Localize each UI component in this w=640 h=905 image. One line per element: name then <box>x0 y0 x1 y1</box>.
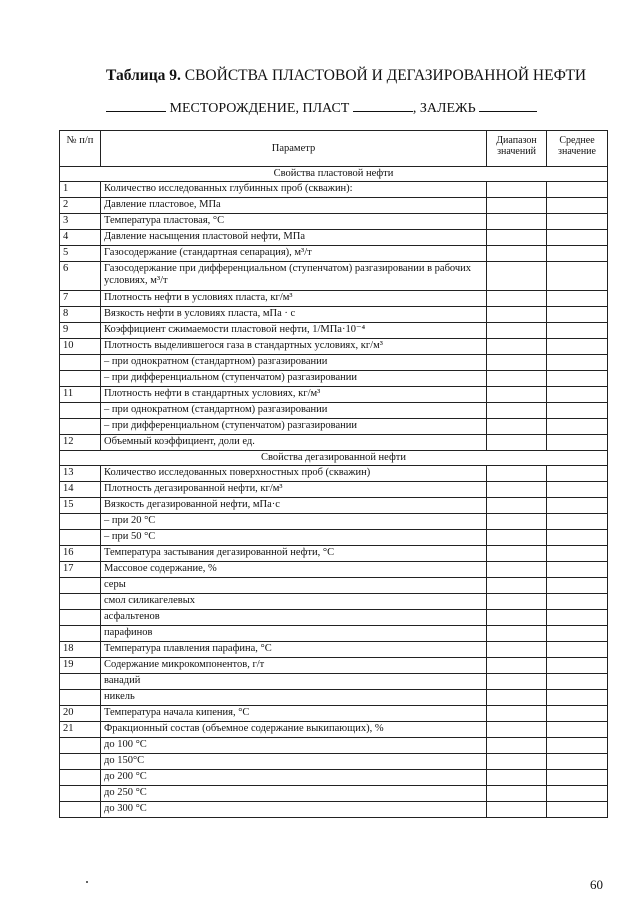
row-number <box>60 738 101 754</box>
section-header-reservoir <box>60 167 608 182</box>
row-parameter: Вязкость дегазированной нефти, мПа·с <box>101 498 487 514</box>
row-number: 13 <box>60 466 101 482</box>
row-avg-cell <box>547 198 608 214</box>
table-row <box>60 498 608 514</box>
row-number <box>60 578 101 594</box>
row-parameter: – при однократном (стандартном) разгазировании <box>101 403 487 419</box>
row-avg-cell <box>547 371 608 387</box>
table-row <box>60 419 608 435</box>
row-parameter: – при 20 °С <box>101 514 487 530</box>
table-row <box>60 262 608 291</box>
table-row <box>60 355 608 371</box>
row-avg-cell <box>547 323 608 339</box>
row-avg-cell <box>547 594 608 610</box>
table-row <box>60 658 608 674</box>
row-avg-cell <box>547 466 608 482</box>
row-parameter: никель <box>101 690 487 706</box>
field-blank-pool <box>479 99 537 112</box>
row-number: 1 <box>60 182 101 198</box>
row-parameter: до 100 °С <box>101 738 487 754</box>
table-row <box>60 514 608 530</box>
header-param: Параметр <box>101 131 487 167</box>
row-parameter: Температура плавления парафина, °С <box>101 642 487 658</box>
row-parameter: Температура застывания дегазированной нефти, °С <box>101 546 487 562</box>
row-number: 15 <box>60 498 101 514</box>
table-row <box>60 626 608 642</box>
row-range-cell <box>487 754 547 770</box>
row-range-cell <box>487 722 547 738</box>
row-number: 14 <box>60 482 101 498</box>
row-parameter: Фракционный состав (объемное содержание выкипающих), % <box>101 722 487 738</box>
row-range-cell <box>487 530 547 546</box>
table-row <box>60 482 608 498</box>
row-number <box>60 594 101 610</box>
row-range-cell <box>487 642 547 658</box>
row-avg-cell <box>547 738 608 754</box>
table-row <box>60 610 608 626</box>
row-parameter: Содержание микрокомпонентов, г/т <box>101 658 487 674</box>
table-row <box>60 307 608 323</box>
row-range-cell <box>487 786 547 802</box>
row-range-cell <box>487 323 547 339</box>
row-range-cell <box>487 246 547 262</box>
row-number <box>60 626 101 642</box>
row-parameter: Вязкость нефти в условиях пласта, мПа · с <box>101 307 487 323</box>
row-number: 12 <box>60 435 101 451</box>
row-parameter: ванадий <box>101 674 487 690</box>
row-number: 19 <box>60 658 101 674</box>
row-parameter: – при дифференциальном (ступенчатом) разгазировании <box>101 419 487 435</box>
section-header-degassed <box>60 451 608 466</box>
row-range-cell <box>487 690 547 706</box>
row-avg-cell <box>547 291 608 307</box>
row-avg-cell <box>547 182 608 198</box>
table-row <box>60 530 608 546</box>
row-range-cell <box>487 198 547 214</box>
row-avg-cell <box>547 387 608 403</box>
table-row <box>60 214 608 230</box>
row-avg-cell <box>547 214 608 230</box>
row-range-cell <box>487 419 547 435</box>
row-number: 8 <box>60 307 101 323</box>
row-number <box>60 355 101 371</box>
row-number <box>60 802 101 818</box>
row-parameter: Газосодержание (стандартная сепарация), м³/т <box>101 246 487 262</box>
row-number: 7 <box>60 291 101 307</box>
table-row <box>60 198 608 214</box>
row-range-cell <box>487 466 547 482</box>
field-blank-deposit <box>106 99 166 112</box>
row-parameter: Температура начала кипения, °С <box>101 706 487 722</box>
table-row <box>60 706 608 722</box>
row-parameter: Газосодержание при дифференциальном (ступенчатом) разгазировании в рабочих условиях, м³/т <box>101 262 487 291</box>
row-parameter: до 150°С <box>101 754 487 770</box>
row-avg-cell <box>547 642 608 658</box>
row-avg-cell <box>547 262 608 291</box>
table-row <box>60 371 608 387</box>
row-range-cell <box>487 610 547 626</box>
table-subtitle <box>106 99 537 117</box>
row-parameter: Плотность дегазированной нефти, кг/м³ <box>101 482 487 498</box>
row-range-cell <box>487 594 547 610</box>
row-range-cell <box>487 562 547 578</box>
row-range-cell <box>487 339 547 355</box>
header-num: № п/п <box>60 131 101 167</box>
row-avg-cell <box>547 674 608 690</box>
row-number: 2 <box>60 198 101 214</box>
row-range-cell <box>487 182 547 198</box>
row-number: 21 <box>60 722 101 738</box>
table-row <box>60 562 608 578</box>
row-parameter: до 300 °С <box>101 802 487 818</box>
row-range-cell <box>487 214 547 230</box>
row-avg-cell <box>547 230 608 246</box>
subtitle-text-2: , ЗАЛЕЖЬ <box>412 101 480 116</box>
row-number: 10 <box>60 339 101 355</box>
row-number: 9 <box>60 323 101 339</box>
row-number <box>60 770 101 786</box>
row-range-cell <box>487 482 547 498</box>
table-title-text: СВОЙСТВА ПЛАСТОВОЙ И ДЕГАЗИРОВАННОЙ НЕФТИ <box>180 67 587 84</box>
table-row <box>60 339 608 355</box>
subtitle-text-1: МЕСТОРОЖДЕНИЕ, ПЛАСТ <box>166 101 353 116</box>
row-avg-cell <box>547 355 608 371</box>
row-parameter: Температура пластовая, °С <box>101 214 487 230</box>
row-parameter: Плотность нефти в стандартных условиях, кг/м³ <box>101 387 487 403</box>
section-title: Свойства пластовой нефти <box>60 167 608 182</box>
row-parameter: – при 50 °С <box>101 530 487 546</box>
table-row <box>60 802 608 818</box>
page-number: 60 <box>590 877 603 892</box>
header-avg: Среднее значение <box>547 131 608 167</box>
table-row <box>60 466 608 482</box>
table-row <box>60 546 608 562</box>
row-range-cell <box>487 262 547 291</box>
row-range-cell <box>487 498 547 514</box>
row-number <box>60 514 101 530</box>
row-range-cell <box>487 387 547 403</box>
row-number <box>60 754 101 770</box>
properties-table <box>59 130 608 818</box>
row-range-cell <box>487 403 547 419</box>
row-range-cell <box>487 770 547 786</box>
table-row <box>60 230 608 246</box>
row-avg-cell <box>547 578 608 594</box>
row-avg-cell <box>547 690 608 706</box>
row-avg-cell <box>547 658 608 674</box>
table-row <box>60 182 608 198</box>
row-avg-cell <box>547 722 608 738</box>
row-parameter: до 200 °С <box>101 770 487 786</box>
table-row <box>60 738 608 754</box>
row-number <box>60 786 101 802</box>
row-avg-cell <box>547 546 608 562</box>
row-avg-cell <box>547 562 608 578</box>
row-avg-cell <box>547 626 608 642</box>
table-row <box>60 642 608 658</box>
row-number <box>60 371 101 387</box>
row-parameter: Объемный коэффициент, доли ед. <box>101 435 487 451</box>
row-number: 11 <box>60 387 101 403</box>
row-range-cell <box>487 435 547 451</box>
row-avg-cell <box>547 435 608 451</box>
row-parameter: серы <box>101 578 487 594</box>
row-avg-cell <box>547 246 608 262</box>
row-parameter: Количество исследованных поверхностных проб (скважин) <box>101 466 487 482</box>
table-row <box>60 722 608 738</box>
table-row <box>60 323 608 339</box>
row-parameter: Давление насыщения пластовой нефти, МПа <box>101 230 487 246</box>
table-header-row <box>60 131 608 167</box>
row-number: 20 <box>60 706 101 722</box>
table-row <box>60 291 608 307</box>
section-title: Свойства дегазированной нефти <box>60 451 608 466</box>
row-avg-cell <box>547 706 608 722</box>
table-title <box>106 67 586 85</box>
row-number <box>60 419 101 435</box>
row-number: 18 <box>60 642 101 658</box>
table-row <box>60 770 608 786</box>
row-parameter: Коэффициент сжимаемости пластовой нефти, 1/МПа·10⁻⁴ <box>101 323 487 339</box>
row-parameter: до 250 °С <box>101 786 487 802</box>
row-range-cell <box>487 658 547 674</box>
row-range-cell <box>487 738 547 754</box>
row-range-cell <box>487 578 547 594</box>
row-number <box>60 530 101 546</box>
row-parameter: Количество исследованных глубинных проб (скважин): <box>101 182 487 198</box>
table-row <box>60 786 608 802</box>
table-row <box>60 594 608 610</box>
row-range-cell <box>487 230 547 246</box>
table-row <box>60 578 608 594</box>
row-avg-cell <box>547 610 608 626</box>
row-parameter: Массовое содержание, % <box>101 562 487 578</box>
table-row <box>60 246 608 262</box>
row-range-cell <box>487 514 547 530</box>
row-avg-cell <box>547 514 608 530</box>
row-parameter: Давление пластовое, МПа <box>101 198 487 214</box>
row-avg-cell <box>547 530 608 546</box>
field-blank-layer <box>353 99 413 112</box>
table-row <box>60 674 608 690</box>
row-range-cell <box>487 802 547 818</box>
row-avg-cell <box>547 770 608 786</box>
row-parameter: парафинов <box>101 626 487 642</box>
row-range-cell <box>487 355 547 371</box>
row-range-cell <box>487 546 547 562</box>
row-range-cell <box>487 291 547 307</box>
row-avg-cell <box>547 403 608 419</box>
row-number: 4 <box>60 230 101 246</box>
row-parameter: – при дифференциальном (ступенчатом) разгазировании <box>101 371 487 387</box>
table-body <box>60 167 608 818</box>
row-avg-cell <box>547 786 608 802</box>
row-number <box>60 403 101 419</box>
row-number: 3 <box>60 214 101 230</box>
row-number <box>60 610 101 626</box>
table-row <box>60 690 608 706</box>
row-avg-cell <box>547 802 608 818</box>
row-range-cell <box>487 706 547 722</box>
row-parameter: Плотность выделившегося газа в стандартных условиях, кг/м³ <box>101 339 487 355</box>
row-avg-cell <box>547 419 608 435</box>
row-range-cell <box>487 626 547 642</box>
row-number: 17 <box>60 562 101 578</box>
row-parameter: смол силикагелевых <box>101 594 487 610</box>
table-row <box>60 387 608 403</box>
scan-dot <box>86 881 88 883</box>
row-parameter: Плотность нефти в условиях пласта, кг/м³ <box>101 291 487 307</box>
row-number <box>60 690 101 706</box>
row-number: 5 <box>60 246 101 262</box>
row-number: 6 <box>60 262 101 291</box>
row-avg-cell <box>547 498 608 514</box>
row-range-cell <box>487 371 547 387</box>
row-number <box>60 674 101 690</box>
table-row <box>60 754 608 770</box>
row-range-cell <box>487 674 547 690</box>
table-number: Таблица 9. <box>106 67 181 84</box>
row-avg-cell <box>547 307 608 323</box>
table-row <box>60 403 608 419</box>
row-parameter: – при однократном (стандартном) разгазировании <box>101 355 487 371</box>
row-range-cell <box>487 307 547 323</box>
row-avg-cell <box>547 482 608 498</box>
row-avg-cell <box>547 754 608 770</box>
row-number: 16 <box>60 546 101 562</box>
row-parameter: асфальтенов <box>101 610 487 626</box>
table-row <box>60 435 608 451</box>
header-range: Диапазон значений <box>487 131 547 167</box>
row-avg-cell <box>547 339 608 355</box>
